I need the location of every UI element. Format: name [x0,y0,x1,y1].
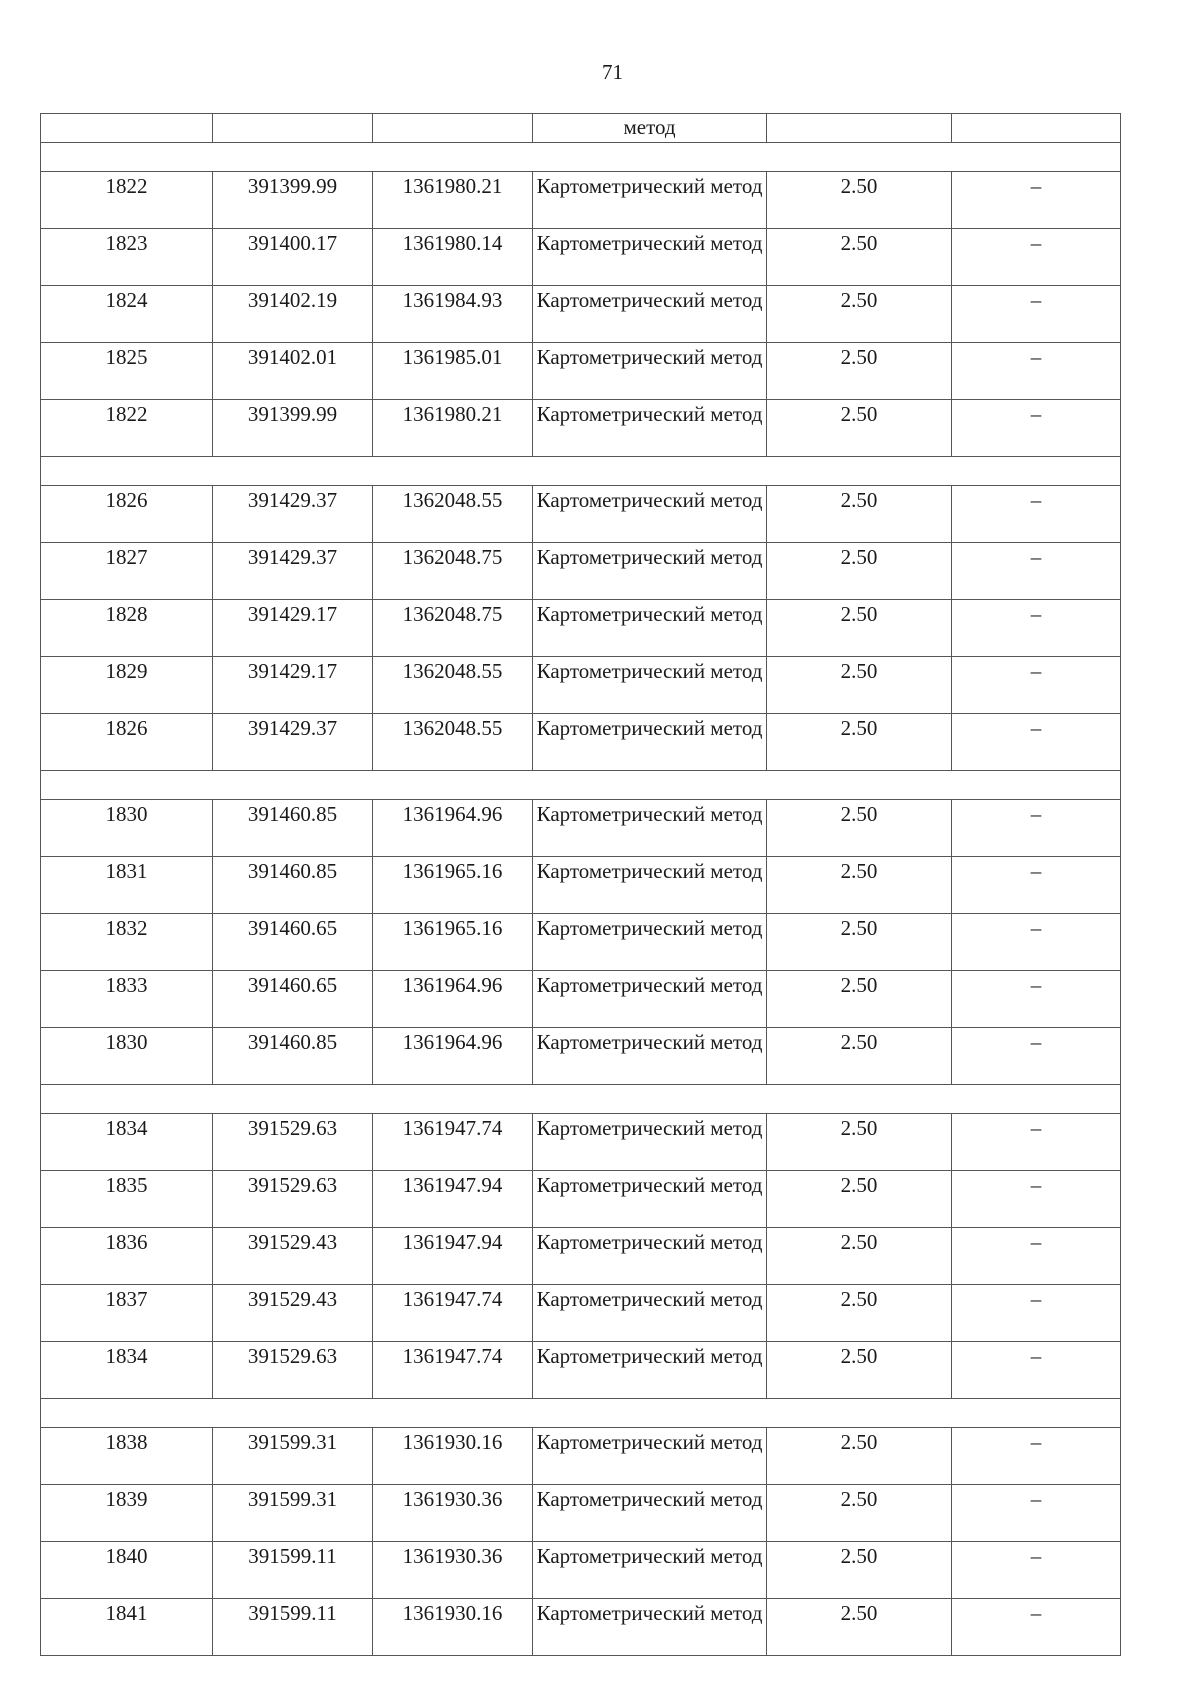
cell-y: 1361947.94 [373,1171,533,1228]
table-row [41,1171,1121,1228]
separator-cell [41,457,1121,486]
cell-note: – [952,486,1121,543]
table-row [41,971,1121,1028]
cell-method: Картометрический метод [533,657,767,714]
cell-method: Картометрический метод [533,1285,767,1342]
cell-note: – [952,657,1121,714]
cell-accuracy: 2.50 [767,1171,952,1228]
table-row [41,1542,1121,1599]
cell-id: 1829 [41,657,213,714]
cell-id: 1822 [41,172,213,229]
cell-accuracy: 2.50 [767,914,952,971]
table-row [41,1599,1121,1656]
cell-x: 391460.85 [213,857,373,914]
cell-x: 391429.37 [213,486,373,543]
cell-x: 391599.11 [213,1542,373,1599]
cell-accuracy: 2.50 [767,971,952,1028]
cell-y: 1361947.94 [373,1228,533,1285]
cell-accuracy: 2.50 [767,486,952,543]
table-row [41,1028,1121,1085]
coordinates-table [40,113,1121,1656]
cell-method: Картометрический метод [533,714,767,771]
cell-id: 1837 [41,1285,213,1342]
cell-method: Картометрический метод [533,1171,767,1228]
cell-x: 391529.43 [213,1285,373,1342]
cell-y: 1361947.74 [373,1285,533,1342]
cell-note: – [952,600,1121,657]
cell-id: 1832 [41,914,213,971]
cell-y: 1361985.01 [373,343,533,400]
cell-y: 1361964.96 [373,800,533,857]
section-separator-row [41,771,1121,800]
cell-accuracy: 2.50 [767,1599,952,1656]
cell-accuracy: 2.50 [767,857,952,914]
table-row [41,857,1121,914]
cell-method: Картометрический метод [533,857,767,914]
cell-id: 1823 [41,229,213,286]
table-row [41,486,1121,543]
cell-note: – [952,400,1121,457]
table-row [41,657,1121,714]
cell-accuracy [767,114,952,143]
cell-y: 1362048.75 [373,543,533,600]
cell-x: 391529.63 [213,1171,373,1228]
table-row [41,600,1121,657]
table-row [41,914,1121,971]
cell-method: Картометрический метод [533,1542,767,1599]
cell-accuracy: 2.50 [767,172,952,229]
cell-x: 391599.31 [213,1485,373,1542]
continued-row [41,114,1121,143]
cell-method: метод [533,114,767,143]
cell-accuracy: 2.50 [767,343,952,400]
cell-y: 1362048.75 [373,600,533,657]
separator-cell [41,1085,1121,1114]
table-row [41,1428,1121,1485]
cell-method: Картометрический метод [533,486,767,543]
cell-x: 391402.01 [213,343,373,400]
table-row [41,543,1121,600]
cell-note: – [952,1542,1121,1599]
cell-x: 391402.19 [213,286,373,343]
cell-x: 391460.85 [213,1028,373,1085]
cell-method: Картометрический метод [533,600,767,657]
table-row [41,229,1121,286]
cell-id: 1830 [41,1028,213,1085]
cell-x: 391460.65 [213,914,373,971]
cell-note: – [952,1228,1121,1285]
cell-note: – [952,343,1121,400]
cell-note: – [952,1342,1121,1399]
cell-id: 1836 [41,1228,213,1285]
cell-id: 1825 [41,343,213,400]
cell-method: Картометрический метод [533,1114,767,1171]
cell-x: 391399.99 [213,172,373,229]
cell-accuracy: 2.50 [767,800,952,857]
cell-id: 1841 [41,1599,213,1656]
cell-y: 1362048.55 [373,657,533,714]
table-row [41,800,1121,857]
cell-method: Картометрический метод [533,971,767,1028]
cell-method: Картометрический метод [533,286,767,343]
cell-id: 1826 [41,714,213,771]
cell-method: Картометрический метод [533,1342,767,1399]
cell-method: Картометрический метод [533,1228,767,1285]
separator-cell [41,771,1121,800]
table-row [41,400,1121,457]
cell-y: 1362048.55 [373,714,533,771]
cell-id: 1834 [41,1342,213,1399]
cell-note: – [952,857,1121,914]
cell-id [41,114,213,143]
cell-method: Картометрический метод [533,914,767,971]
cell-note: – [952,800,1121,857]
cell-note: – [952,543,1121,600]
cell-note: – [952,1428,1121,1485]
cell-x: 391529.63 [213,1342,373,1399]
table-row [41,1342,1121,1399]
table-row [41,172,1121,229]
cell-method: Картометрический метод [533,1485,767,1542]
cell-id: 1838 [41,1428,213,1485]
cell-id: 1826 [41,486,213,543]
table-row [41,1114,1121,1171]
cell-note: – [952,971,1121,1028]
cell-accuracy: 2.50 [767,400,952,457]
cell-y: 1361930.36 [373,1485,533,1542]
section-separator-row [41,1085,1121,1114]
cell-accuracy: 2.50 [767,1028,952,1085]
cell-y: 1361930.16 [373,1428,533,1485]
cell-note: – [952,286,1121,343]
cell-id: 1833 [41,971,213,1028]
page-number: 71 [602,60,623,84]
table-row [41,1485,1121,1542]
cell-note: – [952,1171,1121,1228]
cell-x: 391460.65 [213,971,373,1028]
section-separator-row [41,457,1121,486]
table-row [41,286,1121,343]
cell-x: 391399.99 [213,400,373,457]
cell-note: – [952,914,1121,971]
cell-accuracy: 2.50 [767,543,952,600]
cell-accuracy: 2.50 [767,1342,952,1399]
cell-id: 1834 [41,1114,213,1171]
section-separator-row [41,1399,1121,1428]
cell-id: 1822 [41,400,213,457]
cell-y: 1361964.96 [373,1028,533,1085]
cell-x [213,114,373,143]
cell-y: 1361947.74 [373,1114,533,1171]
cell-x: 391529.63 [213,1114,373,1171]
cell-method: Картометрический метод [533,400,767,457]
cell-method: Картометрический метод [533,1028,767,1085]
cell-accuracy: 2.50 [767,286,952,343]
cell-note: – [952,1028,1121,1085]
cell-accuracy: 2.50 [767,657,952,714]
table-row [41,343,1121,400]
cell-note: – [952,1599,1121,1656]
cell-note: – [952,1114,1121,1171]
cell-accuracy: 2.50 [767,1485,952,1542]
table-row [41,714,1121,771]
cell-y: 1362048.55 [373,486,533,543]
cell-accuracy: 2.50 [767,600,952,657]
cell-id: 1830 [41,800,213,857]
cell-accuracy: 2.50 [767,229,952,286]
cell-x: 391429.37 [213,543,373,600]
cell-id: 1835 [41,1171,213,1228]
cell-note: – [952,229,1121,286]
cell-x: 391460.85 [213,800,373,857]
section-separator-row [41,143,1121,172]
cell-accuracy: 2.50 [767,1285,952,1342]
cell-method: Картометрический метод [533,800,767,857]
cell-x: 391599.11 [213,1599,373,1656]
cell-x: 391599.31 [213,1428,373,1485]
cell-accuracy: 2.50 [767,714,952,771]
cell-y: 1361965.16 [373,857,533,914]
cell-method: Картометрический метод [533,1428,767,1485]
cell-accuracy: 2.50 [767,1228,952,1285]
cell-x: 391529.43 [213,1228,373,1285]
cell-id: 1824 [41,286,213,343]
cell-method: Картометрический метод [533,172,767,229]
cell-x: 391429.17 [213,657,373,714]
cell-y: 1361947.74 [373,1342,533,1399]
cell-y: 1361980.21 [373,172,533,229]
cell-x: 391429.17 [213,600,373,657]
cell-note: – [952,1485,1121,1542]
cell-accuracy: 2.50 [767,1542,952,1599]
cell-note: – [952,714,1121,771]
cell-method: Картометрический метод [533,229,767,286]
cell-y: 1361965.16 [373,914,533,971]
cell-id: 1840 [41,1542,213,1599]
cell-note: – [952,1285,1121,1342]
table-row [41,1285,1121,1342]
cell-y: 1361930.36 [373,1542,533,1599]
cell-note [952,114,1121,143]
cell-x: 391400.17 [213,229,373,286]
cell-method: Картометрический метод [533,543,767,600]
cell-y: 1361964.96 [373,971,533,1028]
cell-method: Картометрический метод [533,343,767,400]
cell-id: 1839 [41,1485,213,1542]
cell-y: 1361930.16 [373,1599,533,1656]
cell-y: 1361980.21 [373,400,533,457]
cell-method: Картометрический метод [533,1599,767,1656]
cell-id: 1828 [41,600,213,657]
separator-cell [41,1399,1121,1428]
cell-accuracy: 2.50 [767,1428,952,1485]
cell-accuracy: 2.50 [767,1114,952,1171]
cell-y: 1361980.14 [373,229,533,286]
separator-cell [41,143,1121,172]
cell-y: 1361984.93 [373,286,533,343]
cell-y [373,114,533,143]
cell-note: – [952,172,1121,229]
cell-id: 1831 [41,857,213,914]
table-row [41,1228,1121,1285]
table-body [41,114,1121,1656]
cell-x: 391429.37 [213,714,373,771]
cell-id: 1827 [41,543,213,600]
